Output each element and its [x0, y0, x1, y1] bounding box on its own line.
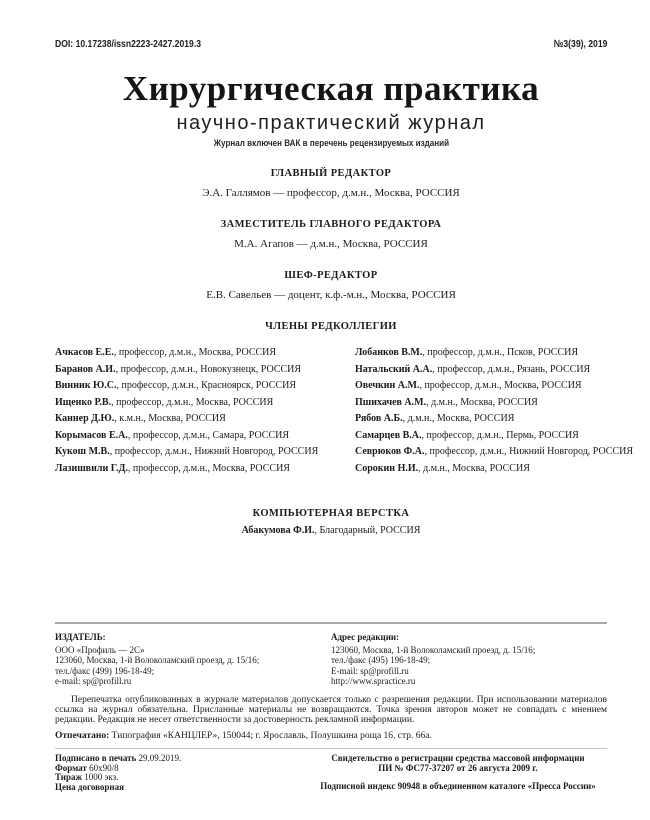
editorial-address-heading: Адрес редакции:	[331, 632, 400, 642]
doi-text: DOI: 10.17238/issn2223-2427.2019.3	[55, 38, 202, 50]
imprint-label: Формат	[55, 762, 87, 773]
member-details: , д.м.н., Москва, РОССИЯ	[418, 462, 530, 474]
editorial-address-line: 123060, Москва, 1-й Волоколамский проезд, д. 15/16;	[331, 644, 536, 655]
member-name: Сорокин Н.И.	[355, 462, 419, 474]
board-column-left	[55, 345, 331, 477]
publisher-block	[55, 632, 331, 687]
imprint-right-block	[309, 754, 607, 793]
imprint-row	[55, 754, 607, 793]
board-member	[55, 444, 331, 461]
board-column-right	[331, 345, 634, 477]
member-details: , к.м.н., Москва, РОССИЯ	[114, 413, 226, 424]
vak-note-text: Журнал включен ВАК в перечень рецензируемых изданий	[213, 138, 449, 149]
registration-certificate-line: ПИ № ФС77-37207 от 26 августа 2009 г.	[378, 762, 538, 773]
journal-subtitle: научно-практический журнал	[176, 112, 486, 134]
deputy-editor-heading: ЗАМЕСТИТЕЛЬ ГЛАВНОГО РЕДАКТОРА	[220, 219, 442, 230]
board-member	[55, 428, 331, 445]
member-details: , профессор, д.м.н., Псков, РОССИЯ	[422, 347, 579, 358]
divider-rule-bottom	[55, 748, 607, 749]
registration-certificate-line: Свидетельство о регистрации средства массовой информации	[331, 752, 585, 763]
layout-person-name: Абакумова Ф.И.	[241, 525, 315, 536]
board-member	[55, 395, 331, 412]
publisher-address-row	[55, 632, 607, 687]
member-name: Лобанков В.М.	[355, 347, 423, 358]
deputy-editor-name: М.А. Агапов — д.м.н., Москва, РОССИЯ	[234, 238, 428, 250]
board-member	[55, 461, 331, 478]
publisher-line: 123060, Москва, 1-й Волоколамский проезд, д. 15/16;	[55, 655, 260, 665]
journal-title: Хирургическая практика	[122, 69, 540, 108]
member-name: Пшихачев А.М.	[355, 396, 427, 408]
board-member	[355, 444, 634, 461]
printed-value: Типография «КАНЦЛЕР», 150044; г. Ярославль, Полушкина роща 16, стр. 66а.	[109, 730, 432, 741]
editorial-email: E-mail: sp@profill.ru	[331, 665, 409, 676]
page-header	[55, 38, 607, 50]
chef-editor-name: Е.В. Савельев — доцент, к.ф.-м.н., Москва, РОССИЯ	[206, 289, 456, 301]
board-member	[55, 345, 331, 362]
board-member	[55, 362, 331, 379]
layout-person	[55, 525, 607, 536]
board-member	[355, 395, 607, 412]
printed-label: Отпечатано:	[55, 730, 110, 741]
board-member	[355, 345, 607, 362]
board-member	[55, 378, 331, 395]
editorial-website: http://www.spractice.ru	[331, 676, 416, 686]
imprint-value: 1000 экз.	[82, 772, 119, 783]
board-member	[355, 362, 607, 379]
layout-person-details: , Благодарный, РОССИЯ	[314, 525, 421, 536]
imprint-label: Подписано в печать	[55, 752, 137, 763]
board-member	[355, 428, 607, 445]
member-details: , профессор, д.м.н., Москва, РОССИЯ	[419, 380, 582, 391]
editorial-address-block	[331, 632, 607, 687]
member-details: , профессор, д.м.н., Рязань, РОССИЯ	[432, 363, 591, 375]
member-details: , профессор, д.м.н., Пермь, РОССИЯ	[421, 429, 579, 441]
imprint-value: 29.09.2019.	[136, 752, 182, 763]
member-details: , профессор, д.м.н., Москва, РОССИЯ	[111, 396, 274, 408]
member-name: Винник Ю.С.	[55, 380, 117, 391]
member-details: , профессор, д.м.н., Москва, РОССИЯ	[127, 462, 290, 474]
member-name: Рябов А.Б.	[355, 413, 403, 424]
chief-editor-heading: ГЛАВНЫЙ РЕДАКТОР	[270, 168, 392, 179]
member-name: Лазишвили Г.Д.	[55, 462, 128, 474]
imprint-line	[55, 783, 309, 793]
imprint-label: Цена договорная	[55, 782, 124, 793]
chief-editor-name: Э.А. Галлямов — профессор, д.м.н., Москва, РОССИЯ	[202, 187, 460, 199]
divider-rule-top	[55, 622, 607, 624]
printed-line	[55, 731, 607, 742]
reprint-notice: Перепечатка опубликованных в журнале материалов допускается только с разрешения редакции. При использовании материалов ссылка на журнал обязательна. Присланные материалы не возвращаются. Точка зрения авторов может не совпадать с мнением редакции. Редакция не несет ответственности за достоверность рекламной информации.	[55, 694, 607, 726]
editorial-address-line: тел./факс (495) 196-18-49;	[331, 655, 431, 665]
imprint-value: 60х90/8	[86, 762, 119, 773]
chef-editor-heading: ШЕФ-РЕДАКТОР	[284, 270, 378, 281]
member-name: Ачкасов Е.Е.	[55, 347, 114, 358]
editorial-board-list	[55, 345, 634, 477]
member-name: Ищенко Р.В.	[55, 396, 112, 408]
publisher-email: e-mail: sp@profill.ru	[55, 676, 132, 686]
member-details: , д.м.н., Москва, РОССИЯ	[426, 396, 538, 408]
vak-note	[55, 138, 607, 149]
member-name: Натальский А.А.	[355, 363, 433, 375]
publisher-line: тел./факс (499) 196-18-49;	[55, 665, 155, 676]
member-details: , профессор, д.м.н., Нижний Новгород, РОССИЯ	[109, 446, 319, 457]
board-member	[355, 378, 607, 395]
issue-number: №3(39), 2019	[553, 38, 607, 50]
member-name: Самарцев В.А.	[355, 429, 422, 441]
member-details: , профессор, д.м.н., Красноярск, РОССИЯ	[116, 380, 296, 391]
board-heading: ЧЛЕНЫ РЕДКОЛЛЕГИИ	[265, 321, 397, 332]
member-name: Севрюков Ф.А.	[355, 446, 425, 457]
member-name: Баранов А.И.	[55, 363, 116, 375]
member-details: , д.м.н., Москва, РОССИЯ	[402, 413, 515, 424]
member-name: Кукош М.В.	[55, 446, 110, 457]
member-name: Овечкин А.М.	[355, 380, 420, 391]
member-details: , профессор, д.м.н., Москва, РОССИЯ	[113, 347, 277, 358]
imprint-label: Тираж	[55, 772, 82, 783]
member-details: , профессор, д.м.н., Новокузнецк, РОССИЯ	[115, 363, 302, 375]
member-name: Каннер Д.Ю.	[55, 413, 115, 424]
board-member	[55, 411, 331, 428]
board-member	[355, 411, 607, 428]
board-member	[355, 461, 607, 478]
member-details: , профессор, д.м.н., Нижний Новгород, РОССИЯ	[424, 446, 634, 457]
imprint-left-block	[55, 754, 309, 793]
member-details: , профессор, д.м.н., Самара, РОССИЯ	[127, 429, 290, 441]
subscription-index-line: Подписной индекс 90948 в объединенном каталоге «Пресса России»	[320, 781, 596, 792]
member-name: Корымасов Е.А.	[55, 429, 128, 441]
publisher-heading: ИЗДАТЕЛЬ:	[55, 632, 106, 642]
publisher-line: ООО «Профиль — 2С»	[55, 644, 145, 655]
layout-section-heading: КОМПЬЮТЕРНАЯ ВЕРСТКА	[252, 508, 410, 519]
